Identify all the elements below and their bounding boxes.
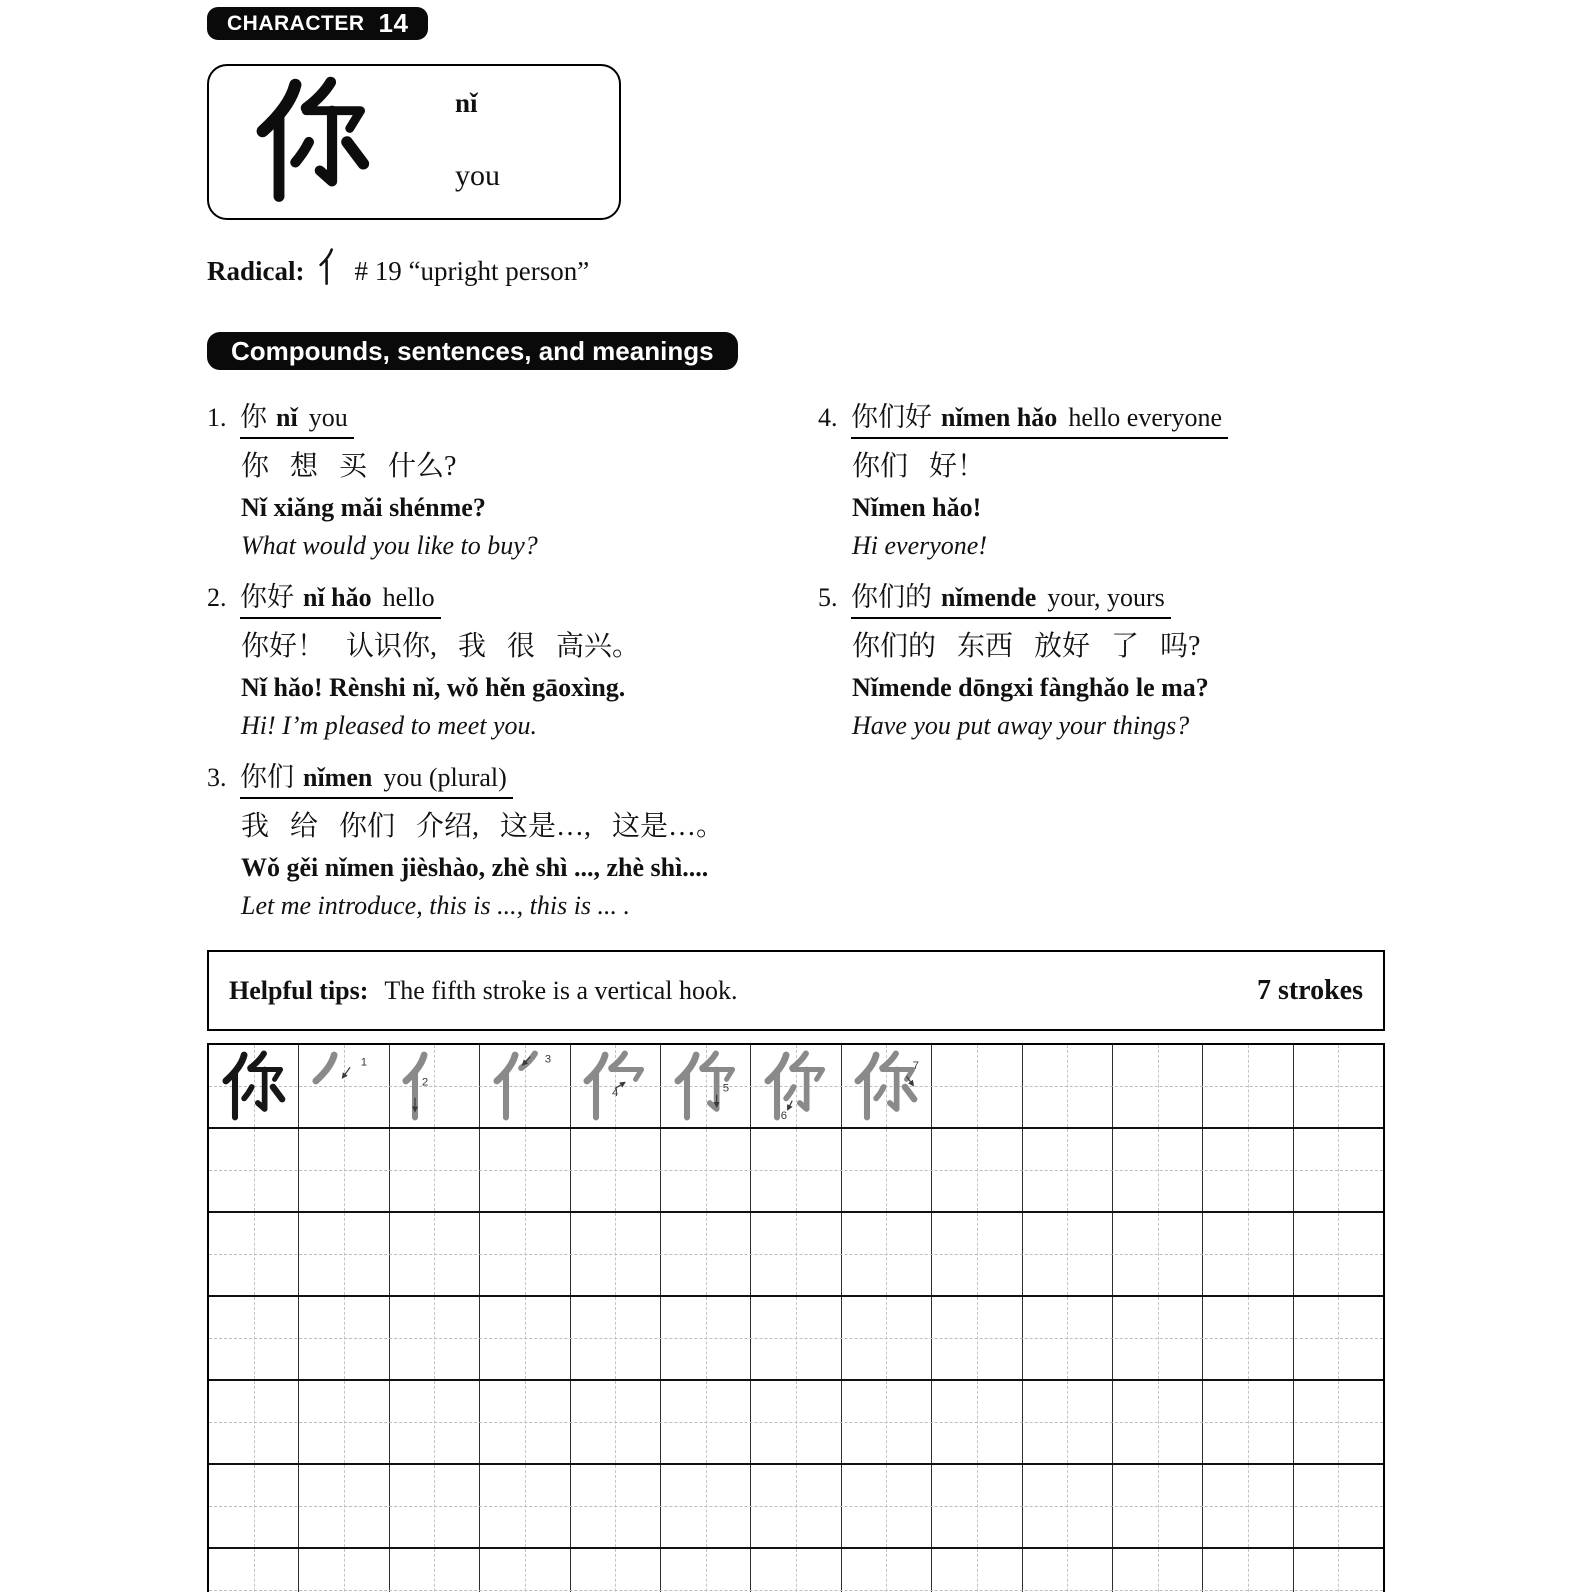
practice-cell xyxy=(1113,1213,1203,1295)
practice-grid xyxy=(207,1043,1385,1592)
practice-cell xyxy=(299,1465,389,1547)
headword-pinyin: nǐ hǎo xyxy=(303,583,372,612)
compound-headword xyxy=(240,403,354,439)
practice-cell xyxy=(751,1129,841,1211)
stroke-stage-cell xyxy=(571,1045,661,1127)
compounds-right-column xyxy=(818,398,1418,758)
practice-cell xyxy=(390,1549,480,1592)
compound-item xyxy=(207,578,807,740)
practice-grid-row xyxy=(209,1465,1383,1549)
compound-number: 4. xyxy=(818,403,838,432)
practice-cell xyxy=(299,1381,389,1463)
radical-info: # 19 “upright person” xyxy=(354,255,590,286)
practice-cell xyxy=(1113,1129,1203,1211)
practice-cell xyxy=(661,1129,751,1211)
practice-cell xyxy=(571,1381,661,1463)
practice-cell xyxy=(1203,1381,1293,1463)
sentence-pinyin: Wǒ gěi nǐmen jièshào, zhè shì ..., zhè shì.... xyxy=(241,853,709,882)
radical-label: Radical: xyxy=(207,255,305,286)
hanzi-stroke-svg xyxy=(396,1048,472,1126)
practice-cell xyxy=(1023,1213,1113,1295)
hanzi-stroke-svg xyxy=(758,1048,834,1126)
stroke-stage-cell xyxy=(299,1045,389,1127)
sentence-pinyin: Nǐ xiǎng mǎi shénme? xyxy=(241,493,486,522)
headword-gloss: hello xyxy=(382,583,435,612)
practice-cell xyxy=(390,1213,480,1295)
practice-cell xyxy=(932,1465,1022,1547)
practice-cell xyxy=(480,1213,570,1295)
stroke-stage-cell xyxy=(842,1045,932,1127)
practice-cell xyxy=(571,1213,661,1295)
practice-cell xyxy=(1203,1129,1293,1211)
practice-cell xyxy=(751,1549,841,1592)
stroke-count: 7 strokes xyxy=(1256,974,1363,1006)
hanzi-stroke-svg xyxy=(216,1048,292,1126)
radical-hanzi-svg xyxy=(317,247,343,287)
compound-headword-row xyxy=(818,398,1418,437)
section-header: Compounds, sentences, and meanings xyxy=(207,332,738,370)
practice-cell xyxy=(209,1129,299,1211)
practice-cell xyxy=(209,1297,299,1379)
headword-pinyin: nǐmen xyxy=(303,763,373,792)
practice-cell xyxy=(480,1381,570,1463)
helpful-tips-box xyxy=(207,950,1385,1031)
compound-number: 5. xyxy=(818,583,838,612)
practice-cell xyxy=(1294,1381,1383,1463)
practice-cell xyxy=(842,1129,932,1211)
stroke-stage-cell xyxy=(661,1045,751,1127)
practice-cell xyxy=(209,1213,299,1295)
badge-number: 14 xyxy=(378,8,409,38)
sentence-pinyin: Nǐmende dōngxi fànghǎo le ma? xyxy=(852,673,1209,702)
headword-hanzi: 你们的 xyxy=(851,582,932,612)
sentence-chinese: 你好！ 认识你, 我 很 高兴。 xyxy=(241,631,641,662)
radical-glyph xyxy=(317,247,343,287)
compound-headword-row xyxy=(818,578,1418,617)
practice-grid-row xyxy=(209,1549,1383,1592)
practice-cell xyxy=(1203,1297,1293,1379)
practice-cell xyxy=(661,1381,751,1463)
character-number-badge xyxy=(207,7,428,40)
practice-cell xyxy=(842,1213,932,1295)
practice-cell xyxy=(1023,1549,1113,1592)
practice-cell xyxy=(1294,1465,1383,1547)
model-character-cell xyxy=(209,1045,299,1127)
practice-cell xyxy=(1294,1297,1383,1379)
practice-cell xyxy=(571,1549,661,1592)
sentence-english: Have you put away your things? xyxy=(852,711,1190,740)
practice-cell xyxy=(932,1045,1022,1127)
practice-cell xyxy=(480,1465,570,1547)
practice-cell xyxy=(1023,1129,1113,1211)
main-character-glyph xyxy=(245,72,381,212)
practice-cell xyxy=(932,1297,1022,1379)
practice-cell xyxy=(932,1129,1022,1211)
compound-item xyxy=(207,398,807,560)
practice-cell xyxy=(1113,1297,1203,1379)
hanzi-stroke-svg xyxy=(487,1048,563,1126)
practice-cell xyxy=(1113,1465,1203,1547)
compound-headword-row xyxy=(207,398,807,437)
hanzi-stroke-svg xyxy=(306,1048,382,1126)
sentence-chinese: 你们的 东西 放好 了 吗? xyxy=(852,631,1201,662)
compound-item xyxy=(818,578,1418,740)
compound-headword xyxy=(851,583,1171,619)
practice-cell xyxy=(1203,1549,1293,1592)
headword-gloss: you (plural) xyxy=(383,763,507,792)
tips-label: Helpful tips: xyxy=(229,975,369,1005)
practice-cell xyxy=(299,1297,389,1379)
practice-grid-row xyxy=(209,1381,1383,1465)
practice-cell xyxy=(390,1129,480,1211)
practice-cell xyxy=(842,1297,932,1379)
tips-text: The fifth stroke is a vertical hook. xyxy=(384,975,738,1005)
practice-cell xyxy=(1023,1045,1113,1127)
headword-gloss: you xyxy=(308,403,348,432)
practice-grid-row xyxy=(209,1129,1383,1213)
compound-number: 2. xyxy=(207,583,227,612)
practice-cell xyxy=(390,1465,480,1547)
practice-cell xyxy=(1203,1045,1293,1127)
sentence-chinese: 你 想 买 什么? xyxy=(241,451,457,482)
sentence-chinese: 我 给 你们 介绍, 这是…, 这是…。 xyxy=(241,811,725,842)
character-meaning: you xyxy=(455,159,500,192)
practice-cell xyxy=(661,1297,751,1379)
svg-text:1: 1 xyxy=(360,1056,368,1069)
compound-number: 1. xyxy=(207,403,227,432)
stroke-stage-cell xyxy=(390,1045,480,1127)
practice-cell xyxy=(751,1465,841,1547)
headword-hanzi: 你们好 xyxy=(851,402,932,432)
stroke-stage-cell xyxy=(480,1045,570,1127)
headword-hanzi: 你 xyxy=(240,402,267,432)
compound-item xyxy=(818,398,1418,560)
sentence-english: Let me introduce, this is ..., this is ... . xyxy=(241,891,631,920)
svg-text:4: 4 xyxy=(612,1087,619,1100)
practice-cell xyxy=(571,1129,661,1211)
practice-cell xyxy=(1113,1045,1203,1127)
svg-text:5: 5 xyxy=(722,1082,729,1095)
practice-cell xyxy=(209,1465,299,1547)
sentence-pinyin: Nǐ hǎo! Rènshi nǐ, wǒ hěn gāoxìng. xyxy=(241,673,626,702)
practice-cell xyxy=(299,1549,389,1592)
compound-headword-row xyxy=(207,758,807,797)
practice-cell xyxy=(1203,1465,1293,1547)
sentence-english: What would you like to buy? xyxy=(241,531,538,560)
practice-cell xyxy=(751,1213,841,1295)
practice-cell xyxy=(932,1213,1022,1295)
practice-cell xyxy=(661,1213,751,1295)
practice-cell xyxy=(842,1465,932,1547)
practice-cell xyxy=(751,1381,841,1463)
hanzi-stroke-svg xyxy=(668,1048,744,1126)
practice-cell xyxy=(1023,1465,1113,1547)
practice-cell xyxy=(571,1297,661,1379)
practice-cell xyxy=(1294,1213,1383,1295)
headword-pinyin: nǐmen hǎo xyxy=(941,403,1058,432)
practice-cell xyxy=(1023,1381,1113,1463)
practice-cell xyxy=(1113,1381,1203,1463)
practice-cell xyxy=(571,1465,661,1547)
practice-grid-row xyxy=(209,1213,1383,1297)
practice-cell xyxy=(1203,1213,1293,1295)
sentence-pinyin: Nǐmen hǎo! xyxy=(852,493,982,522)
practice-cell xyxy=(299,1129,389,1211)
character-pinyin: nǐ xyxy=(455,88,478,118)
headword-gloss: your, yours xyxy=(1047,583,1165,612)
badge-label: CHARACTER xyxy=(227,11,365,35)
practice-cell xyxy=(299,1213,389,1295)
compound-headword xyxy=(240,583,441,619)
compound-item xyxy=(207,758,807,920)
practice-cell xyxy=(1113,1549,1203,1592)
practice-cell xyxy=(661,1549,751,1592)
svg-text:6: 6 xyxy=(780,1109,788,1122)
compounds-left-column xyxy=(207,398,807,938)
practice-cell xyxy=(1294,1549,1383,1592)
practice-cell xyxy=(480,1129,570,1211)
practice-cell xyxy=(1023,1297,1113,1379)
headword-hanzi: 你们 xyxy=(240,762,294,792)
hanzi-stroke-svg xyxy=(577,1048,653,1126)
practice-cell xyxy=(390,1381,480,1463)
svg-text:2: 2 xyxy=(422,1076,429,1089)
practice-cell xyxy=(209,1549,299,1592)
headword-hanzi: 你好 xyxy=(240,582,294,612)
practice-cell xyxy=(1294,1045,1383,1127)
sentence-english: Hi everyone! xyxy=(852,531,987,560)
hanzi-stroke-svg xyxy=(848,1048,924,1126)
svg-text:3: 3 xyxy=(544,1053,551,1066)
practice-cell xyxy=(661,1465,751,1547)
compound-headword xyxy=(851,403,1228,439)
practice-cell xyxy=(842,1549,932,1592)
practice-cell xyxy=(751,1297,841,1379)
practice-cell xyxy=(1294,1129,1383,1211)
practice-grid-row xyxy=(209,1297,1383,1381)
practice-cell xyxy=(842,1381,932,1463)
sentence-chinese: 你们 好！ xyxy=(852,451,986,482)
headword-pinyin: nǐmende xyxy=(941,583,1037,612)
compound-headword xyxy=(240,763,513,799)
headword-gloss: hello everyone xyxy=(1068,403,1223,432)
compound-number: 3. xyxy=(207,763,227,792)
practice-cell xyxy=(480,1297,570,1379)
headword-pinyin: nǐ xyxy=(276,403,298,432)
practice-cell xyxy=(480,1549,570,1592)
radical-line xyxy=(207,248,589,294)
practice-cell xyxy=(209,1381,299,1463)
compound-headword-row xyxy=(207,578,807,617)
hanzi-stroke-svg xyxy=(245,72,381,212)
practice-cell xyxy=(390,1297,480,1379)
stroke-stage-cell xyxy=(751,1045,841,1127)
character-card xyxy=(207,64,621,220)
practice-grid-row xyxy=(209,1045,1383,1129)
practice-cell xyxy=(932,1381,1022,1463)
svg-text:7: 7 xyxy=(913,1059,920,1072)
sentence-english: Hi! I’m pleased to meet you. xyxy=(241,711,538,740)
practice-cell xyxy=(932,1549,1022,1592)
